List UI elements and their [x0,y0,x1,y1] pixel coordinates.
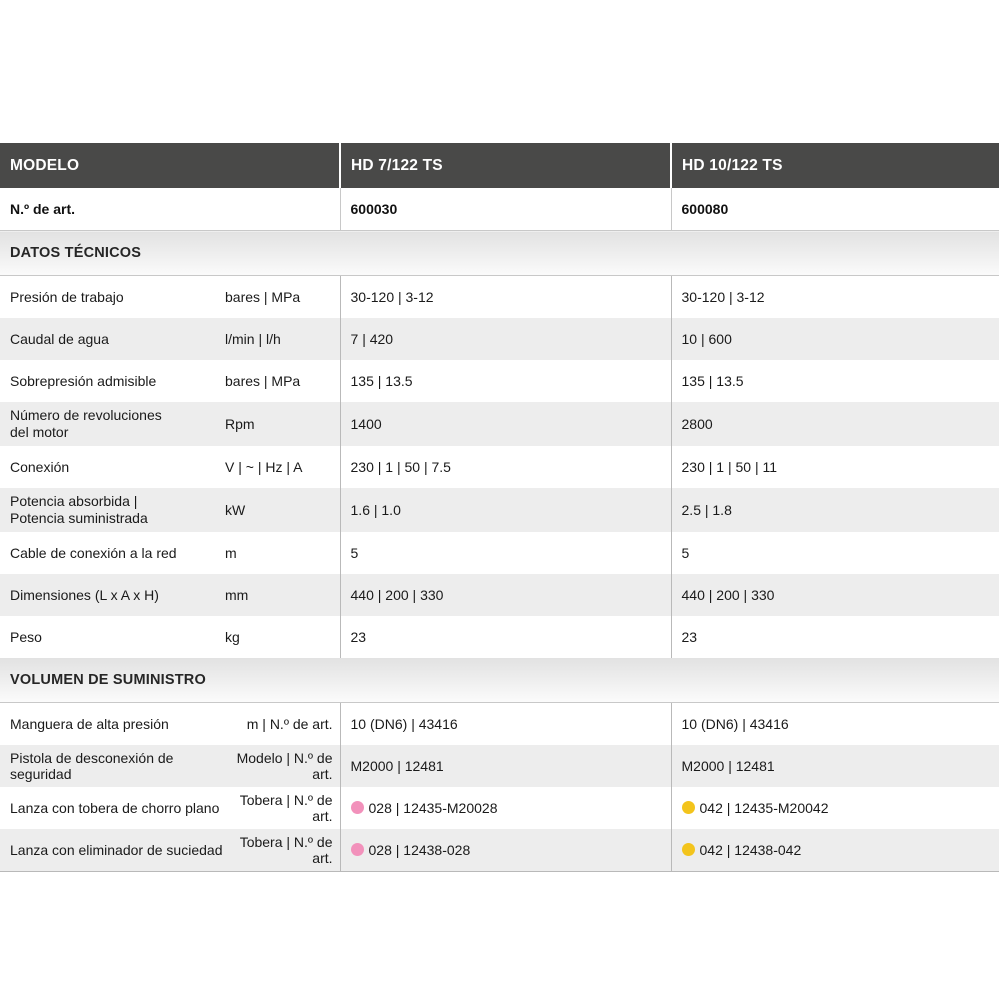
row-label: Caudal de agua [0,318,225,360]
table-row [0,574,999,616]
row-value-2: M2000 | 12481 [671,745,999,787]
row-unit: kg [225,616,340,658]
table-row [0,829,999,872]
table-row [0,703,999,746]
table-row [0,745,999,787]
row-value-2: 10 | 600 [671,318,999,360]
row-label: Manguera de alta presión [0,703,225,746]
table-row [0,488,999,532]
row-value-text: 042 | 12438-042 [699,842,802,858]
article-number-value-2: 600080 [671,188,999,231]
table-row [0,402,999,446]
section-title: DATOS TÉCNICOS [0,231,999,276]
row-unit: m | N.º de art. [225,703,340,746]
section-title: VOLUMEN DE SUMINISTRO [0,658,999,703]
row-label [0,402,225,446]
table-row [0,318,999,360]
article-number-row [0,188,999,231]
row-unit: kW [225,488,340,532]
row-value-2: 135 | 13.5 [671,360,999,402]
row-label: Cable de conexión a la red [0,532,225,574]
row-value-2: 5 [671,532,999,574]
row-value-2: 2800 [671,402,999,446]
row-label: Conexión [0,446,225,488]
nozzle-dot-pink-icon [351,843,364,856]
table-row [0,446,999,488]
table-row [0,360,999,402]
row-value-text: 028 | 12438-028 [368,842,471,858]
table-row [0,276,999,319]
row-label: Pistola de desconexión de seguridad [0,745,225,787]
row-unit: bares | MPa [225,360,340,402]
row-value-1: 135 | 13.5 [340,360,671,402]
model-header-label: MODELO [0,143,340,188]
row-unit: Rpm [225,402,340,446]
row-value-1: M2000 | 12481 [340,745,671,787]
table-row [0,616,999,658]
row-unit: mm [225,574,340,616]
model-header-row [0,143,999,188]
row-label: Lanza con eliminador de suciedad [0,829,225,872]
row-value-2: 30-120 | 3-12 [671,276,999,319]
row-label-line-2: Potencia suministrada [10,510,148,526]
row-unit: Tobera | N.º de art. [225,787,340,829]
row-unit: Modelo | N.º de art. [225,745,340,787]
model-header-col-2: HD 10/122 TS [671,143,999,188]
row-value-2 [671,787,999,829]
article-number-label: N.º de art. [0,188,340,231]
article-number-value-1: 600030 [340,188,671,231]
row-unit: m [225,532,340,574]
row-value-text: 028 | 12435-M20028 [368,800,498,816]
row-label-line-1: Número de revoluciones [10,406,162,423]
section-header-supply-volume [0,658,999,703]
row-value-1 [340,829,671,872]
row-value-text: 042 | 12435-M20042 [699,800,829,816]
row-label-line-2: del motor [10,424,69,440]
row-value-1: 1400 [340,402,671,446]
row-value-2: 2.5 | 1.8 [671,488,999,532]
row-label: Sobrepresión admisible [0,360,225,402]
row-value-2: 230 | 1 | 50 | 11 [671,446,999,488]
row-value-2 [671,829,999,872]
row-value-1 [340,787,671,829]
row-label: Lanza con tobera de chorro plano [0,787,225,829]
table-row [0,532,999,574]
row-label: Peso [0,616,225,658]
row-unit: bares | MPa [225,276,340,319]
row-unit: V | ~ | Hz | A [225,446,340,488]
row-value-1: 1.6 | 1.0 [340,488,671,532]
row-value-1: 30-120 | 3-12 [340,276,671,319]
row-label: Presión de trabajo [0,276,225,319]
row-value-2: 23 [671,616,999,658]
table-row [0,787,999,829]
row-value-1: 23 [340,616,671,658]
row-value-2: 440 | 200 | 330 [671,574,999,616]
row-value-1: 440 | 200 | 330 [340,574,671,616]
nozzle-dot-yellow-icon [682,843,695,856]
model-header-col-1: HD 7/122 TS [340,143,671,188]
section-header-technical-data [0,231,999,276]
row-unit: l/min | l/h [225,318,340,360]
specification-table [0,143,999,872]
nozzle-dot-yellow-icon [682,801,695,814]
row-value-1: 10 (DN6) | 43416 [340,703,671,746]
row-value-1: 230 | 1 | 50 | 7.5 [340,446,671,488]
row-label: Dimensiones (L x A x H) [0,574,225,616]
row-value-1: 5 [340,532,671,574]
row-label-line-1: Potencia absorbida | [10,492,138,509]
nozzle-dot-pink-icon [351,801,364,814]
row-value-2: 10 (DN6) | 43416 [671,703,999,746]
row-unit: Tobera | N.º de art. [225,829,340,872]
row-value-1: 7 | 420 [340,318,671,360]
row-label [0,488,225,532]
